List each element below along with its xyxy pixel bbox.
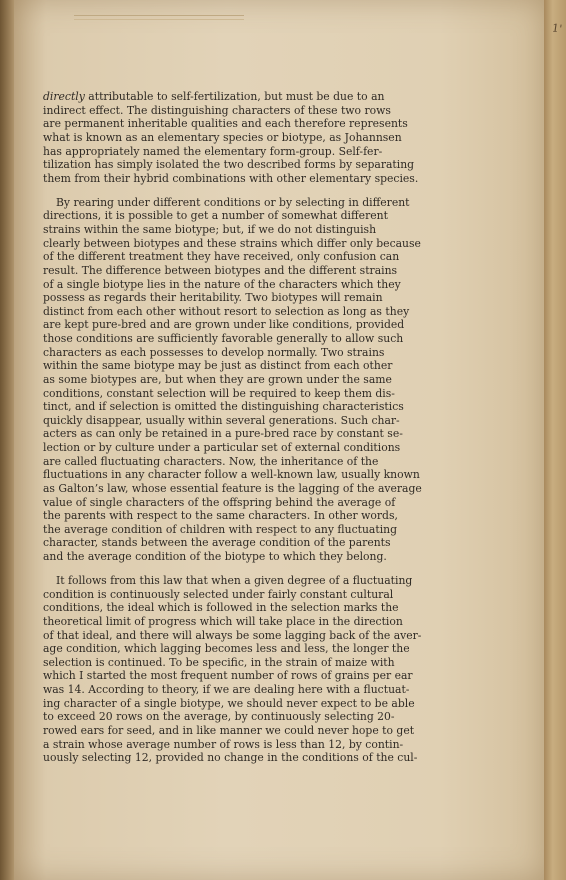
body-text — [43, 90, 442, 775]
italic-lead: directly — [43, 90, 85, 103]
edge-mark: 1' — [551, 21, 563, 36]
paragraph-1 — [43, 90, 442, 185]
paragraph-2: By rearing under different conditions or by selecting in different directions, it is possible to get a number of somewhat different strains within the same biotype; but, if we do not distinguish clearly between biotypes and these strains which differ only because of the different treatment they have received, only confusion can result. The difference between biotypes and the different strains of a single biotype lies in the nature of the characters which they possess as regards their heritability. Two biotypes will remain distinct from each other without resort to selection as long as they are kept pure-bred and are grown under like conditions, provided those conditions are sufficiently favorable generally to allow such characters as each possesses to develop normally. Two strains within the same biotype may be just as distinct from each other as some biotypes are, but when they are grown under the same conditions, constant selection will be required to keep them dis- tinct, and if selection is omitted the distinguishing characteristics quickly disappear, usually within several generations. Such char- acters as can only be retained in a pure-bred race by constant se- lection or by culture under a particular set of external conditions are called fluctuating characters. Now, the inheritance of the fluctuations in any character follow a well-known law, usually known as Galton’s law, whose essential feature is the lagging of the average value of single characters of the offspring behind the average of the parents with respect to the same characters. In other words, the average condition of children with respect to any fluctuating character, stands between the average condition of the parents and the average condition of the biotype to which they belong. — [43, 195, 422, 564]
top-rule — [74, 15, 244, 20]
paragraph-1-text: attributable to self-fertilization, but must be due to an indirect effect. The distinguishing characters of these two rows are permanent inheritable qualities and each therefore represents what is known as an elementary species or biotype, as Johannsen has appropriately named the elementary form-group. Self-fer- tilization has simply isolated the two described forms by separating them from their hybrid combinations with other elementary species. — [43, 90, 419, 185]
page-edge — [544, 0, 566, 880]
paragraph-3: It follows from this law that when a given degree of a fluctuating condition is continuously selected under fairly constant cultural conditions, the ideal which is followed in the selection marks the theoretical limit of progress which will take place in the direction of that ideal, and there will always be some lagging back of the aver- age condition, which lagging becomes less and less, the longer the selection is continued. To be specific, in the strain of maize with which I started the most frequent number of rows of grains per ear was 14. According to theory, if we are dealing here with a fluctuat- ing character of a single biotype, we should never expect to be able to exceed 20 rows on the average, by continuously selecting 20- rowed ears for seed, and in like manner we could never hope to get a strain whose average number of rows is less than 12, by contin- uously selecting 12, provided no change in the conditions of the cul- — [43, 574, 422, 765]
